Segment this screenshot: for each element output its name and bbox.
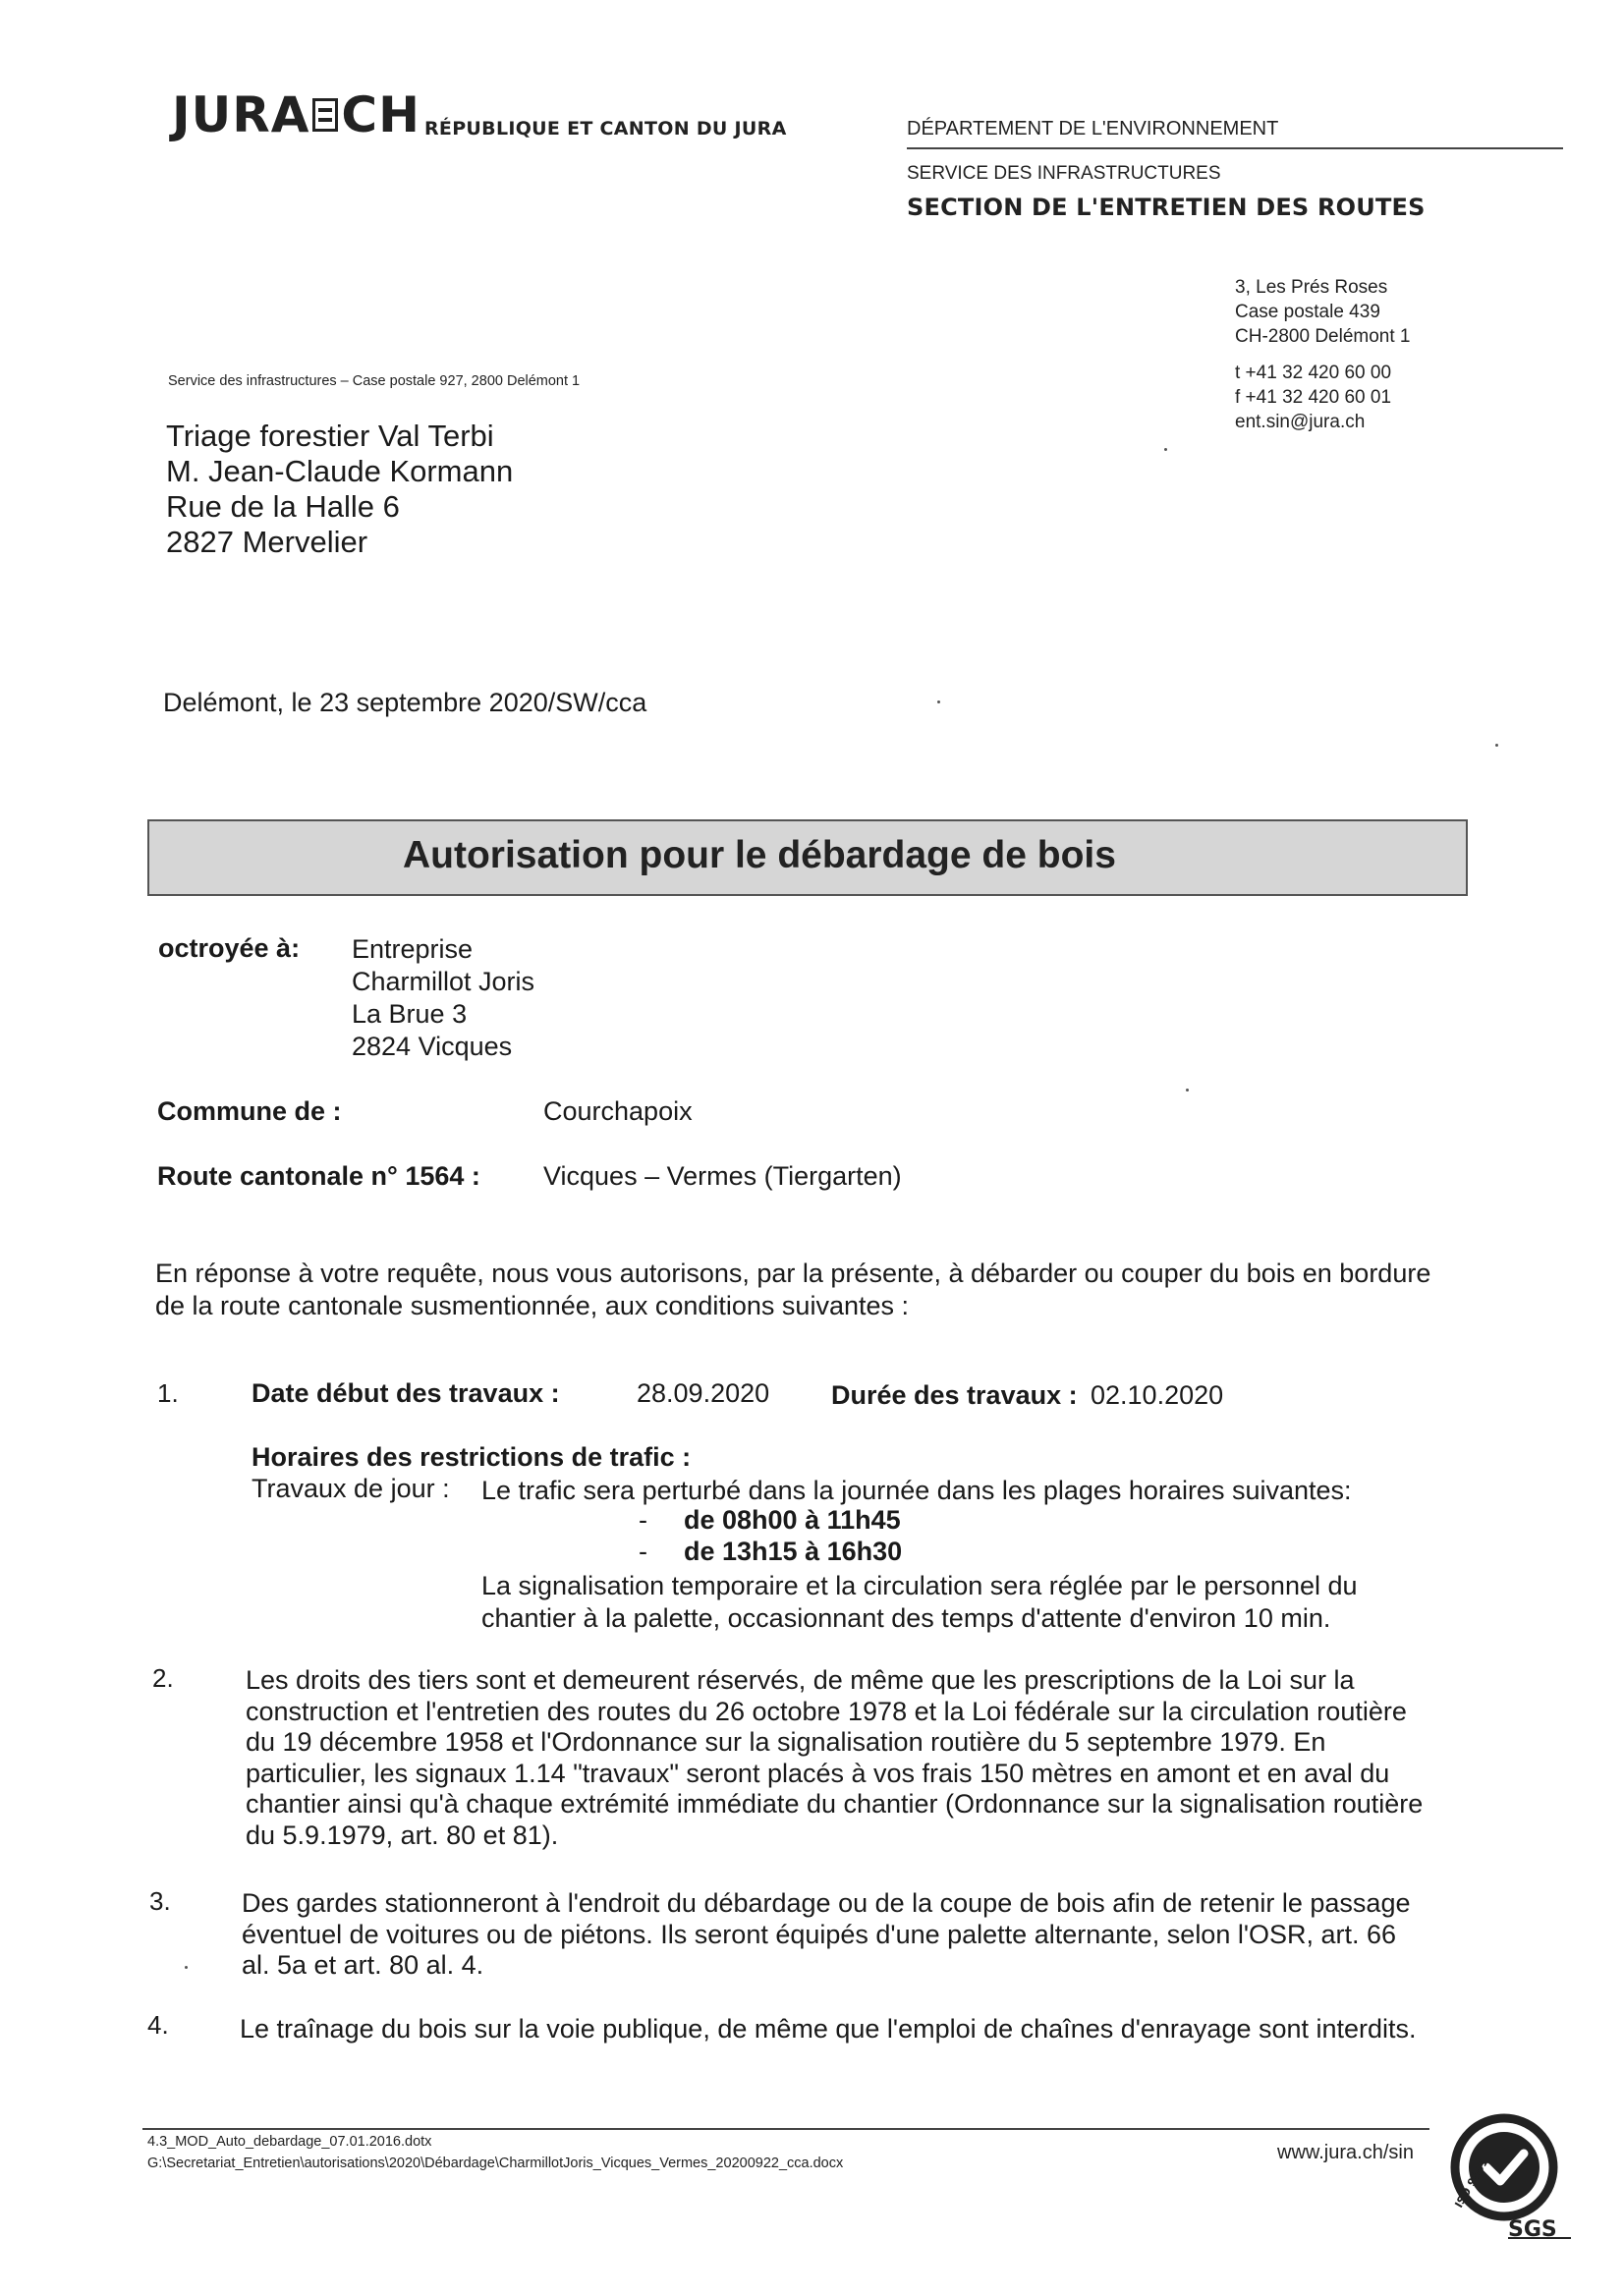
date-line: Delémont, le 23 septembre 2020/SW/cca (163, 688, 647, 717)
grantee-address (352, 933, 534, 1063)
grantee-line1: Entreprise (352, 934, 474, 964)
item3-paragraph (242, 1888, 1444, 1982)
hours-label: Horaires des restrictions de trafic : (252, 1442, 692, 1472)
seal-iso-text: ISO 9001 (1452, 2156, 1491, 2211)
contact-block (1235, 275, 1410, 434)
footer-website: www.jura.ch/sin (1277, 2142, 1414, 2163)
duration-value: 02.10.2020 (1091, 1380, 1224, 1410)
scan-speck (1495, 744, 1498, 747)
item2-line: particulier, les signaux 1.14 "travaux" seront placés à vos frais 150 mètres en amont et en aval du (246, 1758, 1390, 1788)
item2-paragraph (246, 1665, 1444, 1851)
document-title: Autorisation pour le débardage de bois (403, 834, 1116, 876)
footer-divider (142, 2128, 1429, 2130)
item3-line: Des gardes stationneront à l'endroit du débardage ou de la coupe de bois afin de retenir le passage (242, 1888, 1411, 1918)
intro-line2: de la route cantonale susmentionnée, aux conditions suivantes : (155, 1291, 909, 1320)
department-label: DÉPARTEMENT DE L'ENVIRONNEMENT (907, 118, 1279, 140)
recipient-line1: Triage forestier Val Terbi (166, 419, 494, 453)
signal-line2: chantier à la palette, occasionnant des temps d'attente d'environ 10 min. (481, 1603, 1331, 1633)
service-label: SERVICE DES INFRASTRUCTURES (907, 163, 1221, 184)
item3-line: al. 5a et art. 80 al. 4. (242, 1950, 484, 1980)
signalisation-paragraph (481, 1570, 1444, 1635)
contact-fax: f +41 32 420 60 01 (1235, 387, 1392, 408)
item2-number: 2. (152, 1663, 174, 1693)
item2-line: du 5.9.1979, art. 80 et 81). (246, 1820, 559, 1850)
grantee-line3: La Brue 3 (352, 999, 468, 1029)
logo-text-right: CH (341, 86, 420, 143)
sgs-certification-seal-icon (1439, 2102, 1577, 2240)
duration-label: Durée des travaux : (831, 1380, 1078, 1410)
contact-email: ent.sin@jura.ch (1235, 412, 1366, 432)
start-date-label: Date début des travaux : (252, 1378, 560, 1408)
grantee-line2: Charmillot Joris (352, 967, 535, 996)
intro-paragraph (155, 1258, 1452, 1322)
route-value: Vicques – Vermes (Tiergarten) (543, 1161, 902, 1191)
title-box (147, 819, 1468, 896)
section-label: SECTION DE L'ENTRETIEN DES ROUTES (907, 194, 1426, 221)
contact-address3: CH-2800 Delémont 1 (1235, 326, 1411, 347)
slot1-dash: - (639, 1505, 647, 1535)
commune-value: Courchapoix (543, 1096, 693, 1126)
time-slot-1: de 08h00 à 11h45 (684, 1505, 901, 1535)
day-work-text: Le trafic sera perturbé dans la journée dans les plages horaires suivantes: (481, 1476, 1352, 1505)
item4-number: 4. (147, 2010, 169, 2040)
item2-line: Les droits des tiers sont et demeurent réservés, de même que les prescriptions de la Loi sur la (246, 1665, 1355, 1695)
republic-label: RÉPUBLIQUE ET CANTON DU JURA (424, 118, 787, 140)
recipient-line4: 2827 Mervelier (166, 525, 368, 559)
scan-speck (185, 1966, 188, 1969)
slot2-dash: - (639, 1537, 647, 1566)
scan-speck (1186, 1089, 1189, 1092)
recipient-address (166, 419, 513, 560)
signal-line1: La signalisation temporaire et la circulation sera réglée par le personnel du (481, 1571, 1358, 1600)
scan-speck (937, 700, 940, 703)
seal-sgs-text: SGS (1508, 2217, 1557, 2240)
jura-logo (172, 86, 420, 143)
item2-line: du 19 décembre 1958 et l'Ordonnance sur la signalisation routière du 5 septembre 1979. En (246, 1727, 1326, 1757)
item4-text: Le traînage du bois sur la voie publique, de même que l'emploi de chaînes d'enrayage sont interdits. (240, 2014, 1417, 2044)
item3-line: éventuel de voitures ou de piétons. Ils seront équipés d'une palette alternante, selon l'OSR, art. 66 (242, 1919, 1397, 1949)
recipient-line3: Rue de la Halle 6 (166, 489, 400, 524)
item1-number: 1. (157, 1378, 179, 1408)
commune-label: Commune de : (157, 1096, 342, 1126)
contact-address2: Case postale 439 (1235, 302, 1380, 322)
item2-line: construction et l'entretien des routes du 26 octobre 1978 et la Loi fédérale sur la circulation routière (246, 1696, 1407, 1726)
header-divider (907, 147, 1563, 149)
start-date-value: 28.09.2020 (637, 1378, 770, 1408)
intro-line1: En réponse à votre requête, nous vous autorisons, par la présente, à débarder ou couper du bois en bordure (155, 1259, 1431, 1288)
logo-text-left: JURA (172, 86, 310, 143)
route-label: Route cantonale n° 1564 : (157, 1161, 480, 1191)
contact-phone: t +41 32 420 60 00 (1235, 363, 1392, 383)
return-address: Service des infrastructures – Case postale 927, 2800 Delémont 1 (168, 373, 581, 389)
item3-number: 3. (149, 1886, 171, 1916)
time-slot-2: de 13h15 à 16h30 (684, 1537, 903, 1566)
grant-label: octroyée à: (158, 933, 301, 963)
recipient-line2: M. Jean-Claude Kormann (166, 454, 514, 488)
footer-doc-ref: 4.3_MOD_Auto_debardage_07.01.2016.dotx (147, 2134, 432, 2150)
grantee-line4: 2824 Vicques (352, 1032, 513, 1061)
day-work-label: Travaux de jour : (252, 1474, 450, 1503)
footer-path: G:\Secretariat_Entretien\autorisations\2020\Débardage\CharmillotJoris_Vicques_Vermes_20200922_cca.docx (147, 2156, 844, 2171)
logo-mark-icon (312, 98, 338, 132)
contact-address1: 3, Les Prés Roses (1235, 277, 1388, 298)
scan-speck (1164, 448, 1167, 451)
item2-line: chantier ainsi qu'à chaque extrémité immédiate du chantier (Ordonnance sur la signalisation routière (246, 1789, 1424, 1819)
